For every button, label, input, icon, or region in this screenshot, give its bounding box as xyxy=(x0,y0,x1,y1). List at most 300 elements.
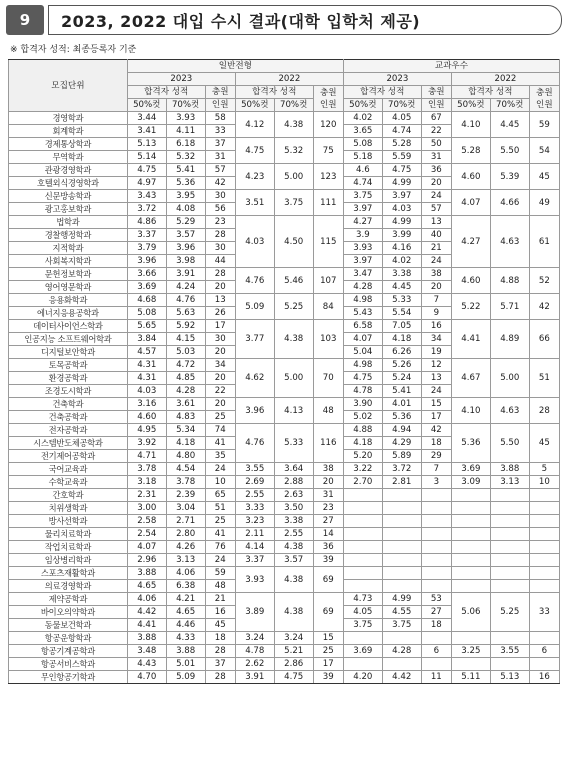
value-cell: 4.73 xyxy=(343,593,382,606)
value-cell: 5.25 xyxy=(274,294,313,320)
value-cell: 4.78 xyxy=(343,385,382,398)
value-cell: 4.11 xyxy=(166,125,205,138)
value-cell: 3.37 xyxy=(235,554,274,567)
value-cell: 4.99 xyxy=(382,177,421,190)
unit-name-cell: 무역학과 xyxy=(9,151,128,164)
value-cell: 4.42 xyxy=(127,606,166,619)
value-cell: 5.01 xyxy=(166,658,205,671)
value-cell: 4.21 xyxy=(166,593,205,606)
value-cell: 2.11 xyxy=(235,528,274,541)
value-cell: 22 xyxy=(421,125,451,138)
value-cell: 45 xyxy=(529,424,559,463)
value-cell: 5.00 xyxy=(274,164,313,190)
table-row xyxy=(9,216,560,229)
value-cell: 42 xyxy=(529,294,559,320)
value-cell: 57 xyxy=(205,164,235,177)
value-cell: 5.14 xyxy=(127,151,166,164)
value-cell: 34 xyxy=(205,359,235,372)
value-cell: 4.20 xyxy=(343,671,382,684)
unit-name-cell: 전자공학과 xyxy=(9,424,128,437)
value-cell: 4.94 xyxy=(382,424,421,437)
value-cell: 5.21 xyxy=(274,645,313,658)
value-cell: 45 xyxy=(205,619,235,632)
value-cell: 54 xyxy=(529,138,559,164)
value-cell: 4.16 xyxy=(382,242,421,255)
value-cell: 4.63 xyxy=(490,216,529,268)
unit-name-cell: 임상병리학과 xyxy=(9,554,128,567)
unit-name-cell: 광고홍보학과 xyxy=(9,203,128,216)
admission-results-table xyxy=(8,59,560,684)
value-cell: 4.70 xyxy=(127,671,166,684)
page-header xyxy=(6,5,562,35)
value-cell: 4.65 xyxy=(127,580,166,593)
value-cell xyxy=(529,632,559,645)
value-cell: 30 xyxy=(205,333,235,346)
value-cell: 103 xyxy=(313,320,343,359)
value-cell: 4.95 xyxy=(127,424,166,437)
unit-name-cell: 스포츠재활학과 xyxy=(9,567,128,580)
value-cell: 4.38 xyxy=(274,112,313,138)
table-row xyxy=(9,164,560,177)
value-cell: 115 xyxy=(313,216,343,268)
value-cell: 36 xyxy=(421,164,451,177)
value-cell: 4.02 xyxy=(343,112,382,125)
value-cell: 5.36 xyxy=(451,424,490,463)
value-cell: 51 xyxy=(529,359,559,398)
value-cell: 24 xyxy=(205,463,235,476)
value-cell xyxy=(529,658,559,671)
value-cell: 4.31 xyxy=(127,372,166,385)
general-2023-header: 2023 xyxy=(127,73,235,86)
value-cell: 5.63 xyxy=(166,307,205,320)
value-cell: 3.22 xyxy=(343,463,382,476)
value-cell: 69 xyxy=(313,593,343,632)
value-cell: 3.96 xyxy=(235,398,274,424)
value-cell: 3.93 xyxy=(343,242,382,255)
value-cell xyxy=(382,528,421,541)
value-cell: 28 xyxy=(529,398,559,424)
value-cell xyxy=(451,554,490,567)
value-cell xyxy=(421,502,451,515)
value-cell xyxy=(451,489,490,502)
value-cell: 5.41 xyxy=(166,164,205,177)
value-cell: 107 xyxy=(313,268,343,294)
value-cell xyxy=(451,541,490,554)
value-cell: 5.08 xyxy=(127,307,166,320)
table-row xyxy=(9,463,560,476)
value-cell: 4.63 xyxy=(490,398,529,424)
value-cell: 3.95 xyxy=(166,190,205,203)
unit-name-cell: 신문방송학과 xyxy=(9,190,128,203)
value-cell: 4.01 xyxy=(382,398,421,411)
value-cell: 4.75 xyxy=(274,671,313,684)
value-cell: 20 xyxy=(205,398,235,411)
quota-label: 충원 xyxy=(536,87,553,98)
value-cell: 7.05 xyxy=(382,320,421,333)
value-cell: 116 xyxy=(313,424,343,463)
value-cell: 2.81 xyxy=(382,476,421,489)
value-cell: 16 xyxy=(529,671,559,684)
cut50-header: 50%컷 xyxy=(235,99,274,112)
cut70-header: 70%컷 xyxy=(382,99,421,112)
unit-name-cell: 국어교육과 xyxy=(9,463,128,476)
value-cell: 4.54 xyxy=(166,463,205,476)
value-cell: 2.70 xyxy=(343,476,382,489)
value-cell: 4.62 xyxy=(235,359,274,398)
value-cell: 3.43 xyxy=(127,190,166,203)
value-cell: 37 xyxy=(205,138,235,151)
value-cell xyxy=(343,567,382,580)
value-cell: 50 xyxy=(421,138,451,151)
quota-header-2line xyxy=(313,86,343,112)
value-cell: 67 xyxy=(421,112,451,125)
value-cell: 4.57 xyxy=(127,346,166,359)
value-cell: 4.07 xyxy=(451,190,490,216)
value-cell: 5.08 xyxy=(343,138,382,151)
value-cell: 5.13 xyxy=(127,138,166,151)
value-cell: 3.23 xyxy=(235,515,274,528)
value-cell: 17 xyxy=(205,320,235,333)
unit-name-cell: 환경공학과 xyxy=(9,372,128,385)
value-cell: 4.76 xyxy=(166,294,205,307)
value-cell: 5.28 xyxy=(382,138,421,151)
value-cell: 4.98 xyxy=(343,359,382,372)
value-cell: 4.10 xyxy=(451,398,490,424)
unit-name-cell: 에너지응용공학과 xyxy=(9,307,128,320)
value-cell: 3.91 xyxy=(166,268,205,281)
table-row xyxy=(9,320,560,333)
value-cell: 3.72 xyxy=(127,203,166,216)
value-cell: 5.32 xyxy=(166,151,205,164)
value-cell xyxy=(490,567,529,580)
value-cell: 41 xyxy=(205,437,235,450)
value-cell xyxy=(343,502,382,515)
unit-name-cell: 의료경영학과 xyxy=(9,580,128,593)
table-row xyxy=(9,515,560,528)
value-cell: 4.60 xyxy=(451,164,490,190)
value-cell: 4.75 xyxy=(382,164,421,177)
value-cell: 3.50 xyxy=(274,502,313,515)
value-cell: 3.57 xyxy=(166,229,205,242)
table-row xyxy=(9,424,560,437)
value-cell: 3.97 xyxy=(382,190,421,203)
value-cell xyxy=(490,502,529,515)
value-cell: 4.26 xyxy=(166,541,205,554)
value-cell: 21 xyxy=(421,242,451,255)
value-cell: 18 xyxy=(421,437,451,450)
value-cell: 5.28 xyxy=(451,138,490,164)
value-cell: 4.45 xyxy=(382,281,421,294)
cut70-header: 70%컷 xyxy=(274,99,313,112)
value-cell: 120 xyxy=(313,112,343,138)
value-cell: 5.11 xyxy=(451,671,490,684)
value-cell: 14 xyxy=(313,528,343,541)
value-cell xyxy=(421,580,451,593)
score-header: 합격자 성적 xyxy=(343,86,421,99)
value-cell: 16 xyxy=(421,320,451,333)
value-cell xyxy=(421,515,451,528)
value-cell: 70 xyxy=(313,359,343,398)
value-cell: 3.96 xyxy=(166,242,205,255)
value-cell xyxy=(451,515,490,528)
value-cell: 3.38 xyxy=(274,515,313,528)
value-cell: 3.51 xyxy=(235,190,274,216)
value-cell: 3.79 xyxy=(127,242,166,255)
value-cell: 3.93 xyxy=(235,567,274,593)
value-cell: 21 xyxy=(205,593,235,606)
value-cell: 4.10 xyxy=(451,112,490,138)
value-cell: 4.06 xyxy=(166,567,205,580)
value-cell: 3.09 xyxy=(451,476,490,489)
value-cell: 20 xyxy=(205,346,235,359)
value-cell: 4.43 xyxy=(127,658,166,671)
value-cell xyxy=(421,658,451,671)
unit-name-cell: 전기제어공학과 xyxy=(9,450,128,463)
unit-name-cell: 문헌정보학과 xyxy=(9,268,128,281)
value-cell: 4.76 xyxy=(235,268,274,294)
quota-header: 충원 xyxy=(205,86,235,99)
value-cell xyxy=(343,658,382,671)
value-cell: 39 xyxy=(313,671,343,684)
value-cell: 3.69 xyxy=(343,645,382,658)
value-cell: 3.91 xyxy=(235,671,274,684)
value-cell: 6 xyxy=(529,645,559,658)
value-cell: 3.89 xyxy=(235,593,274,632)
value-cell: 4.38 xyxy=(274,567,313,593)
unit-name-cell: 건축학과 xyxy=(9,398,128,411)
value-cell xyxy=(382,658,421,671)
unit-name-cell: 시스템반도체공학과 xyxy=(9,437,128,450)
value-cell: 29 xyxy=(421,450,451,463)
value-cell: 27 xyxy=(421,606,451,619)
value-cell xyxy=(382,515,421,528)
value-cell: 5.20 xyxy=(343,450,382,463)
value-cell: 49 xyxy=(529,190,559,216)
value-cell: 59 xyxy=(205,567,235,580)
value-cell: 5.09 xyxy=(166,671,205,684)
value-cell xyxy=(529,489,559,502)
value-cell: 28 xyxy=(205,229,235,242)
value-cell: 38 xyxy=(421,268,451,281)
value-cell: 4.83 xyxy=(166,411,205,424)
value-cell xyxy=(490,515,529,528)
value-cell xyxy=(451,658,490,671)
value-cell: 4.71 xyxy=(127,450,166,463)
value-cell: 3.13 xyxy=(166,554,205,567)
general-2022-header: 2022 xyxy=(235,73,343,86)
value-cell: 25 xyxy=(313,645,343,658)
value-cell: 3.65 xyxy=(343,125,382,138)
score-header: 합격자 성적 xyxy=(451,86,529,99)
unit-name-cell: 항공운항학과 xyxy=(9,632,128,645)
value-cell: 5.00 xyxy=(274,359,313,398)
value-cell: 3.38 xyxy=(382,268,421,281)
value-cell: 3.64 xyxy=(274,463,313,476)
value-cell: 3.00 xyxy=(127,502,166,515)
unit-name-cell: 사회복지학과 xyxy=(9,255,128,268)
value-cell: 74 xyxy=(205,424,235,437)
value-cell: 3.9 xyxy=(343,229,382,242)
value-cell: 31 xyxy=(205,151,235,164)
value-cell: 16 xyxy=(205,606,235,619)
value-cell: 2.96 xyxy=(127,554,166,567)
value-cell: 4.65 xyxy=(166,606,205,619)
table-row xyxy=(9,190,560,203)
value-cell: 3.96 xyxy=(127,255,166,268)
value-cell: 4.05 xyxy=(382,112,421,125)
value-cell: 2.88 xyxy=(274,476,313,489)
value-cell: 3.57 xyxy=(274,554,313,567)
value-cell xyxy=(490,541,529,554)
value-cell xyxy=(490,554,529,567)
value-cell: 3.33 xyxy=(235,502,274,515)
general-track-header: 일반전형 xyxy=(127,60,343,73)
unit-name-cell: 치위생학과 xyxy=(9,502,128,515)
value-cell: 5.33 xyxy=(382,294,421,307)
page-title: 2023, 2022 대입 수시 결과(대학 입학처 제공) xyxy=(48,5,562,35)
cut50-header: 50%컷 xyxy=(343,99,382,112)
value-cell xyxy=(529,567,559,580)
value-cell: 42 xyxy=(421,424,451,437)
value-cell: 123 xyxy=(313,164,343,190)
value-cell: 3.97 xyxy=(343,255,382,268)
value-cell: 4.18 xyxy=(343,437,382,450)
value-cell: 22 xyxy=(205,385,235,398)
value-cell: 5.59 xyxy=(382,151,421,164)
table-header xyxy=(9,60,560,112)
value-cell: 4.42 xyxy=(382,671,421,684)
value-cell xyxy=(343,515,382,528)
unit-name-cell: 법학과 xyxy=(9,216,128,229)
value-cell: 45 xyxy=(529,164,559,190)
unit-name-cell: 지적학과 xyxy=(9,242,128,255)
value-cell: 6 xyxy=(421,645,451,658)
unit-name-cell: 경찰행정학과 xyxy=(9,229,128,242)
value-cell: 5.71 xyxy=(490,294,529,320)
value-cell: 20 xyxy=(313,476,343,489)
value-cell: 5.65 xyxy=(127,320,166,333)
value-cell: 3.77 xyxy=(235,320,274,359)
cut70-header: 70%컷 xyxy=(490,99,529,112)
value-cell: 53 xyxy=(421,593,451,606)
table-row xyxy=(9,593,560,606)
value-cell xyxy=(490,658,529,671)
value-cell: 69 xyxy=(313,567,343,593)
value-cell: 4.38 xyxy=(274,541,313,554)
unit-name-cell: 무인항공기학과 xyxy=(9,671,128,684)
unit-name-cell: 조경도시학과 xyxy=(9,385,128,398)
value-cell: 30 xyxy=(205,242,235,255)
value-cell: 4.45 xyxy=(490,112,529,138)
value-cell xyxy=(382,632,421,645)
value-cell xyxy=(421,489,451,502)
table-row xyxy=(9,528,560,541)
value-cell xyxy=(343,528,382,541)
value-cell: 24 xyxy=(205,554,235,567)
value-cell xyxy=(421,541,451,554)
unit-name-cell: 방사선학과 xyxy=(9,515,128,528)
value-cell xyxy=(343,554,382,567)
unit-header: 모집단위 xyxy=(9,60,128,112)
value-cell: 5.04 xyxy=(343,346,382,359)
value-cell: 3.41 xyxy=(127,125,166,138)
value-cell: 4.75 xyxy=(127,164,166,177)
cut50-header: 50%컷 xyxy=(451,99,490,112)
subject-2022-header: 2022 xyxy=(451,73,559,86)
value-cell xyxy=(382,580,421,593)
quota-header-2line xyxy=(529,86,559,112)
unit-name-cell: 호텔외식경영학과 xyxy=(9,177,128,190)
count-label: 인원 xyxy=(319,99,337,110)
unit-name-cell: 간호학과 xyxy=(9,489,128,502)
value-cell: 4.23 xyxy=(235,164,274,190)
value-cell: 25 xyxy=(205,515,235,528)
unit-name-cell: 인공지능 소프트웨어학과 xyxy=(9,333,128,346)
score-header: 합격자 성적 xyxy=(127,86,205,99)
value-cell xyxy=(382,489,421,502)
value-cell: 4.03 xyxy=(382,203,421,216)
value-cell xyxy=(451,580,490,593)
value-cell: 2.54 xyxy=(127,528,166,541)
value-cell: 3.25 xyxy=(451,645,490,658)
value-cell: 4.72 xyxy=(166,359,205,372)
value-cell: 5.34 xyxy=(166,424,205,437)
value-cell: 20 xyxy=(205,372,235,385)
value-cell: 84 xyxy=(313,294,343,320)
value-cell xyxy=(451,632,490,645)
value-cell: 5.46 xyxy=(274,268,313,294)
value-cell xyxy=(529,502,559,515)
value-cell: 3.24 xyxy=(235,632,274,645)
value-cell: 5.50 xyxy=(490,138,529,164)
value-cell: 4.67 xyxy=(451,359,490,398)
table-row xyxy=(9,476,560,489)
value-cell xyxy=(490,528,529,541)
value-cell: 17 xyxy=(313,658,343,671)
value-cell: 7 xyxy=(421,463,451,476)
value-cell: 6.18 xyxy=(166,138,205,151)
unit-name-cell: 수학교육과 xyxy=(9,476,128,489)
value-cell: 5.92 xyxy=(166,320,205,333)
value-cell: 33 xyxy=(529,593,559,632)
value-cell: 5.25 xyxy=(490,593,529,632)
value-cell: 10 xyxy=(205,476,235,489)
value-cell: 3.78 xyxy=(127,463,166,476)
value-cell: 4.24 xyxy=(166,281,205,294)
value-cell: 4.29 xyxy=(382,437,421,450)
value-cell: 4.07 xyxy=(127,541,166,554)
value-cell: 3.72 xyxy=(382,463,421,476)
unit-name-cell: 디지털보안학과 xyxy=(9,346,128,359)
table-row xyxy=(9,671,560,684)
value-cell: 4.78 xyxy=(235,645,274,658)
value-cell: 3.24 xyxy=(274,632,313,645)
value-cell: 40 xyxy=(421,229,451,242)
unit-name-cell: 영어영문학과 xyxy=(9,281,128,294)
value-cell: 4.28 xyxy=(343,281,382,294)
unit-name-cell: 경영학과 xyxy=(9,112,128,125)
value-cell: 12 xyxy=(421,359,451,372)
value-cell: 3.97 xyxy=(343,203,382,216)
value-cell: 5 xyxy=(529,463,559,476)
value-cell: 6.38 xyxy=(166,580,205,593)
value-cell: 5.29 xyxy=(166,216,205,229)
value-cell: 2.80 xyxy=(166,528,205,541)
value-cell: 11 xyxy=(421,671,451,684)
value-cell: 44 xyxy=(205,255,235,268)
value-cell: 58 xyxy=(205,112,235,125)
value-cell: 3.55 xyxy=(235,463,274,476)
